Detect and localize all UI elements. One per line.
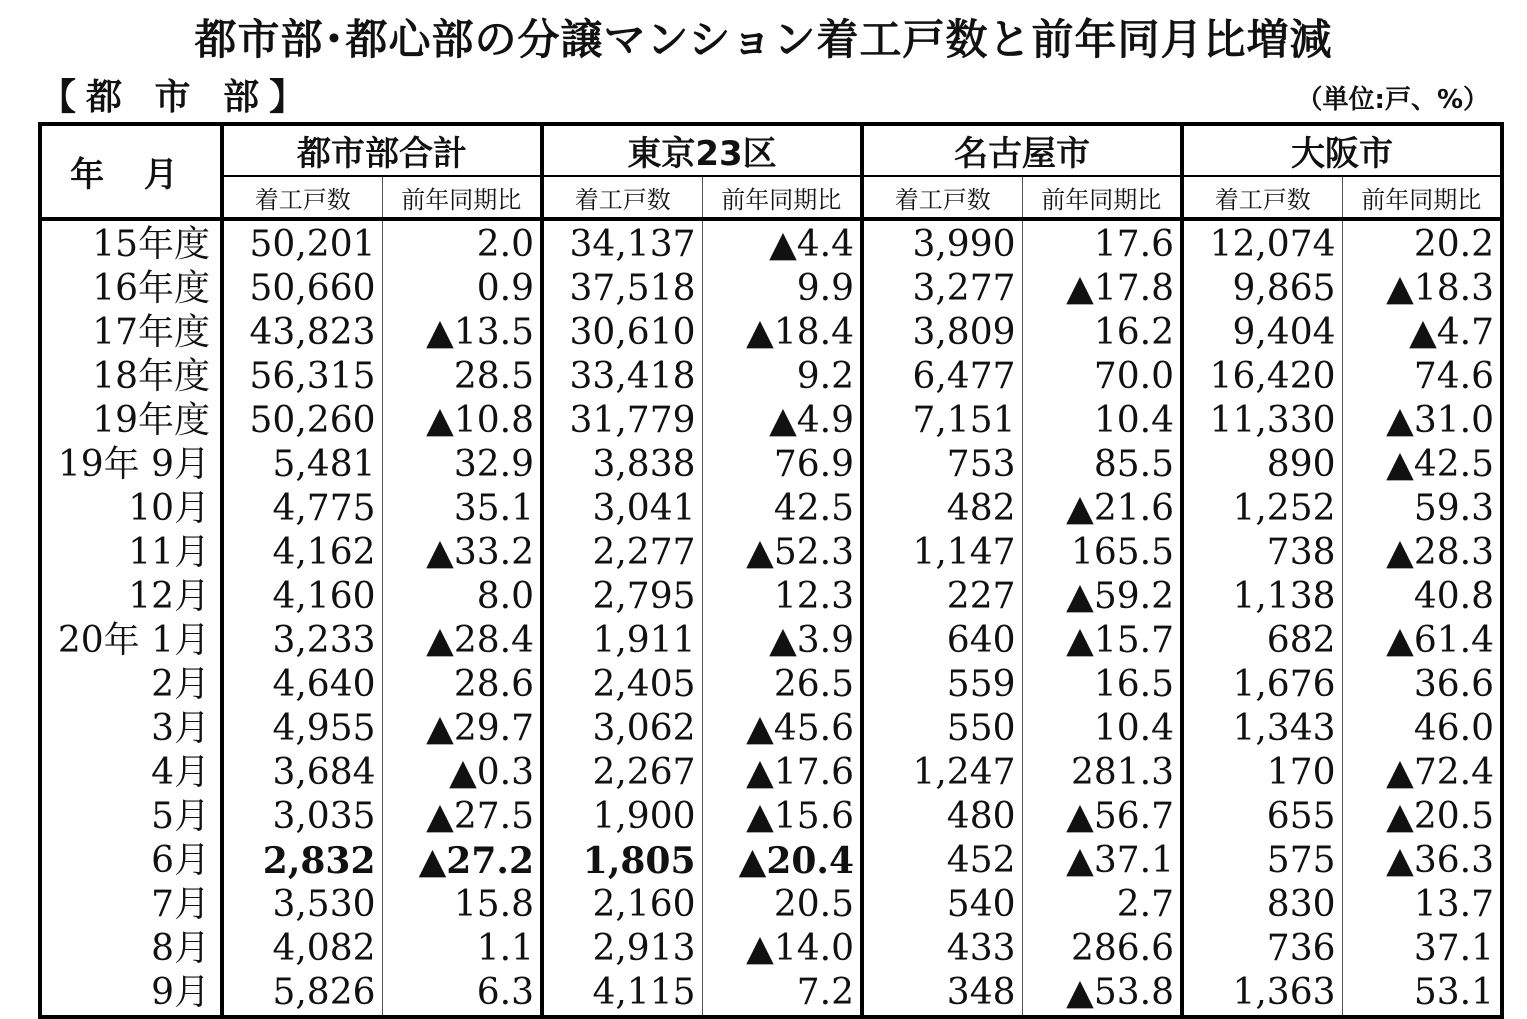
cell-yoy: 26.5 — [702, 663, 862, 707]
cell-yoy: 36.6 — [1342, 663, 1502, 707]
cell-yoy: ▲21.6 — [1022, 487, 1182, 531]
cell-starts: 3,233 — [222, 619, 382, 663]
cell-starts: 3,990 — [862, 219, 1022, 267]
cell-starts: 2,160 — [542, 883, 702, 927]
cell-yoy: 6.3 — [382, 971, 542, 1017]
cell-yoy: 2.0 — [382, 219, 542, 267]
cell-yoy: ▲28.3 — [1342, 531, 1502, 575]
row-period-label: 2月 — [40, 663, 222, 707]
table-row — [40, 219, 1502, 267]
cell-starts: 5,826 — [222, 971, 382, 1017]
table-row — [40, 751, 1502, 795]
table-row — [40, 971, 1502, 1017]
cell-yoy: ▲15.7 — [1022, 619, 1182, 663]
cell-starts: 50,201 — [222, 219, 382, 267]
table-row — [40, 883, 1502, 927]
cell-yoy: ▲18.3 — [1342, 267, 1502, 311]
cell-starts: 1,805 — [542, 839, 702, 883]
cell-starts: 4,162 — [222, 531, 382, 575]
cell-yoy: ▲17.8 — [1022, 267, 1182, 311]
cell-starts: 170 — [1182, 751, 1342, 795]
sub-header-yoy: 前年同期比 — [382, 176, 542, 219]
cell-starts: 33,418 — [542, 355, 702, 399]
cell-yoy: ▲14.0 — [702, 927, 862, 971]
table-row — [40, 267, 1502, 311]
table-row — [40, 443, 1502, 487]
sub-header-yoy: 前年同期比 — [1022, 176, 1182, 219]
cell-yoy: 10.4 — [1022, 399, 1182, 443]
cell-starts: 575 — [1182, 839, 1342, 883]
cell-yoy: 40.8 — [1342, 575, 1502, 619]
cell-starts: 3,530 — [222, 883, 382, 927]
cell-starts: 482 — [862, 487, 1022, 531]
cell-yoy: 2.7 — [1022, 883, 1182, 927]
cell-yoy: ▲28.4 — [382, 619, 542, 663]
cell-yoy: 1.1 — [382, 927, 542, 971]
cell-starts: 227 — [862, 575, 1022, 619]
cell-yoy: ▲33.2 — [382, 531, 542, 575]
table-row — [40, 927, 1502, 971]
cell-starts: 1,138 — [1182, 575, 1342, 619]
table-row — [40, 619, 1502, 663]
cell-starts: 9,865 — [1182, 267, 1342, 311]
table-row — [40, 355, 1502, 399]
cell-yoy: 8.0 — [382, 575, 542, 619]
cell-starts: 2,405 — [542, 663, 702, 707]
cell-yoy: 17.6 — [1022, 219, 1182, 267]
cell-starts: 890 — [1182, 443, 1342, 487]
cell-starts: 1,676 — [1182, 663, 1342, 707]
cell-starts: 550 — [862, 707, 1022, 751]
cell-starts: 3,684 — [222, 751, 382, 795]
cell-starts: 3,838 — [542, 443, 702, 487]
cell-starts: 50,260 — [222, 399, 382, 443]
cell-starts: 1,247 — [862, 751, 1022, 795]
cell-yoy: ▲56.7 — [1022, 795, 1182, 839]
cell-yoy: ▲52.3 — [702, 531, 862, 575]
cell-yoy: 37.1 — [1342, 927, 1502, 971]
cell-starts: 56,315 — [222, 355, 382, 399]
cell-yoy: ▲29.7 — [382, 707, 542, 751]
cell-yoy: ▲53.8 — [1022, 971, 1182, 1017]
cell-yoy: ▲0.3 — [382, 751, 542, 795]
cell-starts: 3,277 — [862, 267, 1022, 311]
cell-yoy: ▲59.2 — [1022, 575, 1182, 619]
housing-starts-table — [38, 122, 1504, 1019]
cell-starts: 640 — [862, 619, 1022, 663]
cell-starts: 3,062 — [542, 707, 702, 751]
table-row — [40, 399, 1502, 443]
sub-header-starts: 着工戸数 — [1182, 176, 1342, 219]
cell-starts: 1,900 — [542, 795, 702, 839]
cell-starts: 11,330 — [1182, 399, 1342, 443]
cell-yoy: 32.9 — [382, 443, 542, 487]
cell-yoy: 70.0 — [1022, 355, 1182, 399]
row-period-label: 7月 — [40, 883, 222, 927]
cell-starts: 5,481 — [222, 443, 382, 487]
cell-starts: 1,252 — [1182, 487, 1342, 531]
cell-starts: 2,832 — [222, 839, 382, 883]
cell-yoy: 13.7 — [1342, 883, 1502, 927]
cell-starts: 1,343 — [1182, 707, 1342, 751]
table-row — [40, 795, 1502, 839]
cell-yoy: ▲10.8 — [382, 399, 542, 443]
cell-yoy: 281.3 — [1022, 751, 1182, 795]
cell-starts: 34,137 — [542, 219, 702, 267]
cell-yoy: ▲4.4 — [702, 219, 862, 267]
cell-yoy: 20.5 — [702, 883, 862, 927]
cell-yoy: ▲4.9 — [702, 399, 862, 443]
cell-yoy: ▲27.5 — [382, 795, 542, 839]
cell-starts: 4,640 — [222, 663, 382, 707]
cell-starts: 3,809 — [862, 311, 1022, 355]
cell-yoy: ▲3.9 — [702, 619, 862, 663]
cell-yoy: 10.4 — [1022, 707, 1182, 751]
cell-yoy: 35.1 — [382, 487, 542, 531]
table-row — [40, 575, 1502, 619]
cell-starts: 540 — [862, 883, 1022, 927]
cell-yoy: ▲37.1 — [1022, 839, 1182, 883]
cell-starts: 9,404 — [1182, 311, 1342, 355]
cell-starts: 452 — [862, 839, 1022, 883]
sub-header-starts: 着工戸数 — [222, 176, 382, 219]
cell-yoy: 28.6 — [382, 663, 542, 707]
sub-header-starts: 着工戸数 — [542, 176, 702, 219]
cell-yoy: ▲36.3 — [1342, 839, 1502, 883]
cell-yoy: ▲61.4 — [1342, 619, 1502, 663]
cell-starts: 31,779 — [542, 399, 702, 443]
row-period-label: 17年度 — [40, 311, 222, 355]
cell-starts: 753 — [862, 443, 1022, 487]
cell-starts: 4,955 — [222, 707, 382, 751]
table-row — [40, 311, 1502, 355]
table-row — [40, 531, 1502, 575]
cell-starts: 4,775 — [222, 487, 382, 531]
page-title: 都市部･都心部の分譲マンション着工戸数と前年同月比増減 — [194, 15, 1333, 64]
row-period-label: 3月 — [40, 707, 222, 751]
row-period-label: 15年度 — [40, 219, 222, 267]
cell-starts: 37,518 — [542, 267, 702, 311]
cell-yoy: ▲18.4 — [702, 311, 862, 355]
group-header-urban-total: 都市部合計 — [222, 124, 542, 176]
cell-yoy: ▲20.4 — [702, 839, 862, 883]
cell-yoy: ▲42.5 — [1342, 443, 1502, 487]
cell-starts: 480 — [862, 795, 1022, 839]
cell-starts: 4,115 — [542, 971, 702, 1017]
group-header-osaka: 大阪市 — [1182, 124, 1502, 176]
cell-yoy: ▲72.4 — [1342, 751, 1502, 795]
cell-yoy: 85.5 — [1022, 443, 1182, 487]
table-row — [40, 663, 1502, 707]
cell-starts: 30,610 — [542, 311, 702, 355]
group-header-row — [40, 124, 1502, 176]
cell-yoy: 9.2 — [702, 355, 862, 399]
row-period-label: 8月 — [40, 927, 222, 971]
row-period-label: 11月 — [40, 531, 222, 575]
row-period-label: 5月 — [40, 795, 222, 839]
sub-header-yoy: 前年同期比 — [1342, 176, 1502, 219]
cell-yoy: 15.8 — [382, 883, 542, 927]
cell-starts: 3,035 — [222, 795, 382, 839]
sub-header-yoy: 前年同期比 — [702, 176, 862, 219]
row-period-label: 18年度 — [40, 355, 222, 399]
table-row — [40, 707, 1502, 751]
cell-yoy: 46.0 — [1342, 707, 1502, 751]
sub-header-row — [40, 176, 1502, 219]
cell-yoy: 7.2 — [702, 971, 862, 1017]
cell-starts: 348 — [862, 971, 1022, 1017]
row-period-label: 16年度 — [40, 267, 222, 311]
cell-starts: 4,082 — [222, 927, 382, 971]
cell-starts: 682 — [1182, 619, 1342, 663]
table-row — [40, 839, 1502, 883]
cell-yoy: 59.3 — [1342, 487, 1502, 531]
cell-starts: 12,074 — [1182, 219, 1342, 267]
cell-starts: 433 — [862, 927, 1022, 971]
cell-yoy: 28.5 — [382, 355, 542, 399]
cell-starts: 2,795 — [542, 575, 702, 619]
cell-yoy: ▲27.2 — [382, 839, 542, 883]
cell-yoy: ▲13.5 — [382, 311, 542, 355]
cell-yoy: 0.9 — [382, 267, 542, 311]
cell-starts: 655 — [1182, 795, 1342, 839]
group-header-tokyo-23: 東京23区 — [542, 124, 862, 176]
sub-header-starts: 着工戸数 — [862, 176, 1022, 219]
cell-starts: 1,363 — [1182, 971, 1342, 1017]
cell-yoy: 74.6 — [1342, 355, 1502, 399]
cell-yoy: 20.2 — [1342, 219, 1502, 267]
cell-yoy: 76.9 — [702, 443, 862, 487]
cell-starts: 1,911 — [542, 619, 702, 663]
cell-starts: 6,477 — [862, 355, 1022, 399]
table-body — [40, 219, 1502, 1017]
cell-yoy: ▲45.6 — [702, 707, 862, 751]
cell-yoy: 12.3 — [702, 575, 862, 619]
table-row — [40, 487, 1502, 531]
month-header: 年 月 — [40, 124, 222, 219]
cell-yoy: 165.5 — [1022, 531, 1182, 575]
cell-yoy: 9.9 — [702, 267, 862, 311]
cell-yoy: 16.2 — [1022, 311, 1182, 355]
cell-starts: 830 — [1182, 883, 1342, 927]
cell-starts: 43,823 — [222, 311, 382, 355]
row-period-label: 4月 — [40, 751, 222, 795]
row-period-label: 20年 1月 — [40, 619, 222, 663]
cell-yoy: ▲4.7 — [1342, 311, 1502, 355]
cell-starts: 559 — [862, 663, 1022, 707]
row-period-label: 9月 — [40, 971, 222, 1017]
cell-starts: 3,041 — [542, 487, 702, 531]
cell-starts: 2,913 — [542, 927, 702, 971]
cell-starts: 736 — [1182, 927, 1342, 971]
group-header-nagoya: 名古屋市 — [862, 124, 1182, 176]
cell-starts: 2,277 — [542, 531, 702, 575]
cell-starts: 1,147 — [862, 531, 1022, 575]
cell-starts: 738 — [1182, 531, 1342, 575]
cell-starts: 50,660 — [222, 267, 382, 311]
cell-yoy: ▲15.6 — [702, 795, 862, 839]
unit-label: （単位:戸、%） — [1296, 85, 1489, 115]
cell-yoy: 53.1 — [1342, 971, 1502, 1017]
cell-starts: 2,267 — [542, 751, 702, 795]
cell-starts: 16,420 — [1182, 355, 1342, 399]
row-period-label: 12月 — [40, 575, 222, 619]
row-period-label: 19年度 — [40, 399, 222, 443]
cell-starts: 7,151 — [862, 399, 1022, 443]
section-label: 【都 市 部】 — [40, 77, 316, 118]
cell-yoy: 42.5 — [702, 487, 862, 531]
cell-yoy: ▲20.5 — [1342, 795, 1502, 839]
cell-yoy: ▲17.6 — [702, 751, 862, 795]
row-period-label: 10月 — [40, 487, 222, 531]
cell-yoy: 286.6 — [1022, 927, 1182, 971]
row-period-label: 6月 — [40, 839, 222, 883]
cell-starts: 4,160 — [222, 575, 382, 619]
cell-yoy: 16.5 — [1022, 663, 1182, 707]
row-period-label: 19年 9月 — [40, 443, 222, 487]
cell-yoy: ▲31.0 — [1342, 399, 1502, 443]
